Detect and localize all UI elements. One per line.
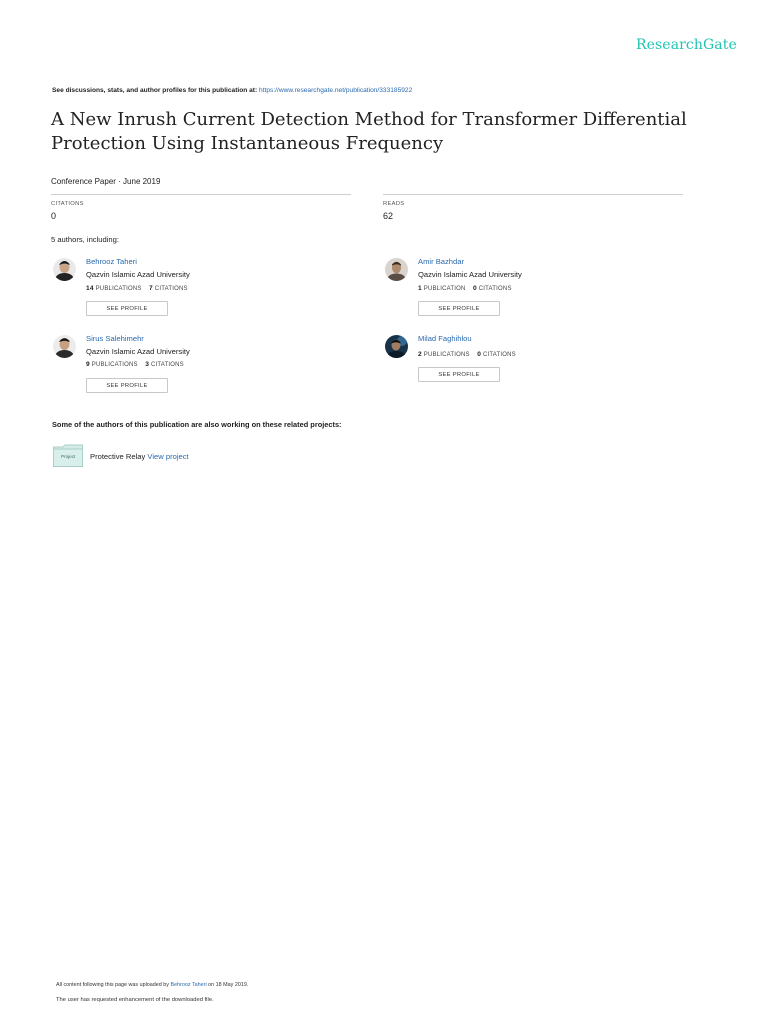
avatar[interactable] <box>385 258 408 281</box>
reads-label: READS <box>383 201 405 207</box>
related-projects-heading <box>52 420 342 429</box>
publication-url-link[interactable]: https://www.researchgate.net/publication/333185922 <box>259 87 413 94</box>
author-stats <box>86 285 188 292</box>
project-name: Protective Relay <box>90 452 146 461</box>
discussion-text: See discussions, stats, and author profiles for this publication at: <box>52 87 258 94</box>
avatar[interactable] <box>53 258 76 281</box>
upload-note-prefix: All content following this page was uploaded by <box>56 982 169 988</box>
see-profile-button[interactable]: SEE PROFILE <box>86 301 168 316</box>
researchgate-logo[interactable]: ResearchGate <box>636 37 737 53</box>
author-stats <box>86 361 184 368</box>
paper-type-date: Conference Paper · June 2019 <box>51 177 161 186</box>
citations-count: 3 <box>145 361 150 368</box>
publications-count: 14 <box>86 285 94 292</box>
enhancement-note: The user has requested enhancement of the downloaded file. <box>56 997 214 1003</box>
author-photo-icon <box>385 258 408 281</box>
publications-count: 1 <box>418 285 422 292</box>
see-profile-button[interactable]: SEE PROFILE <box>418 301 500 316</box>
citations-count: 0 <box>472 285 477 292</box>
upload-note <box>56 982 248 988</box>
publications-label: PUBLICATIONS <box>95 286 142 292</box>
citations-value: 0 <box>51 211 57 221</box>
related-projects-heading-text: Some of the authors of this publication are also working on these related projects: <box>52 420 342 429</box>
avatar[interactable] <box>53 335 76 358</box>
discussion-line <box>52 87 412 94</box>
see-profile-button[interactable]: SEE PROFILE <box>86 378 168 393</box>
reads-divider <box>383 194 683 195</box>
publications-label: PUBLICATIONS <box>91 362 138 368</box>
uploader-link[interactable]: Behrooz Taheri <box>170 982 207 988</box>
citations-label: CITATIONS <box>154 286 188 292</box>
author-name-link[interactable]: Milad Faghihlou <box>418 334 472 343</box>
paper-title-line-2: Protection Using Instantaneous Frequency <box>51 133 444 154</box>
citations-count: 7 <box>149 285 153 292</box>
author-name-link[interactable]: Behrooz Taheri <box>86 257 137 266</box>
citations-label: CITATIONS <box>478 286 512 292</box>
reads-value: 62 <box>383 211 394 221</box>
publications-count: 9 <box>86 361 90 368</box>
author-photo-icon <box>53 335 76 358</box>
project-folder-icon[interactable] <box>53 444 83 467</box>
author-affiliation: Qazvin Islamic Azad University <box>86 347 190 356</box>
project-line <box>90 452 189 461</box>
citations-label: CITATIONS <box>150 362 184 368</box>
citations-label: CITATIONS <box>51 201 84 207</box>
see-profile-button[interactable]: SEE PROFILE <box>418 367 500 382</box>
publications-label: PUBLICATIONS <box>423 352 470 358</box>
paper-title-line-1: A New Inrush Current Detection Method for Transformer Differential <box>51 109 687 130</box>
paper-title <box>51 108 691 156</box>
author-photo-icon <box>385 335 408 358</box>
author-name-link[interactable]: Amir Bazhdar <box>418 257 465 266</box>
author-photo-icon <box>53 258 76 281</box>
view-project-link[interactable]: View project <box>147 452 189 461</box>
author-affiliation: Qazvin Islamic Azad University <box>86 270 190 279</box>
upload-note-suffix: on 18 May 2019. <box>208 982 249 988</box>
publications-count: 2 <box>418 351 422 358</box>
publications-label: PUBLICATION <box>423 286 466 292</box>
citations-divider <box>51 194 351 195</box>
citations-label: CITATIONS <box>482 352 516 358</box>
author-affiliation: Qazvin Islamic Azad University <box>418 270 522 279</box>
author-stats <box>418 351 516 358</box>
avatar[interactable] <box>385 335 408 358</box>
authors-heading: 5 authors, including: <box>51 235 119 244</box>
author-stats <box>418 285 512 292</box>
project-icon-label: Project <box>61 454 76 459</box>
citations-count: 0 <box>477 351 482 358</box>
author-name-link[interactable]: Sirus Salehimehr <box>86 334 144 343</box>
